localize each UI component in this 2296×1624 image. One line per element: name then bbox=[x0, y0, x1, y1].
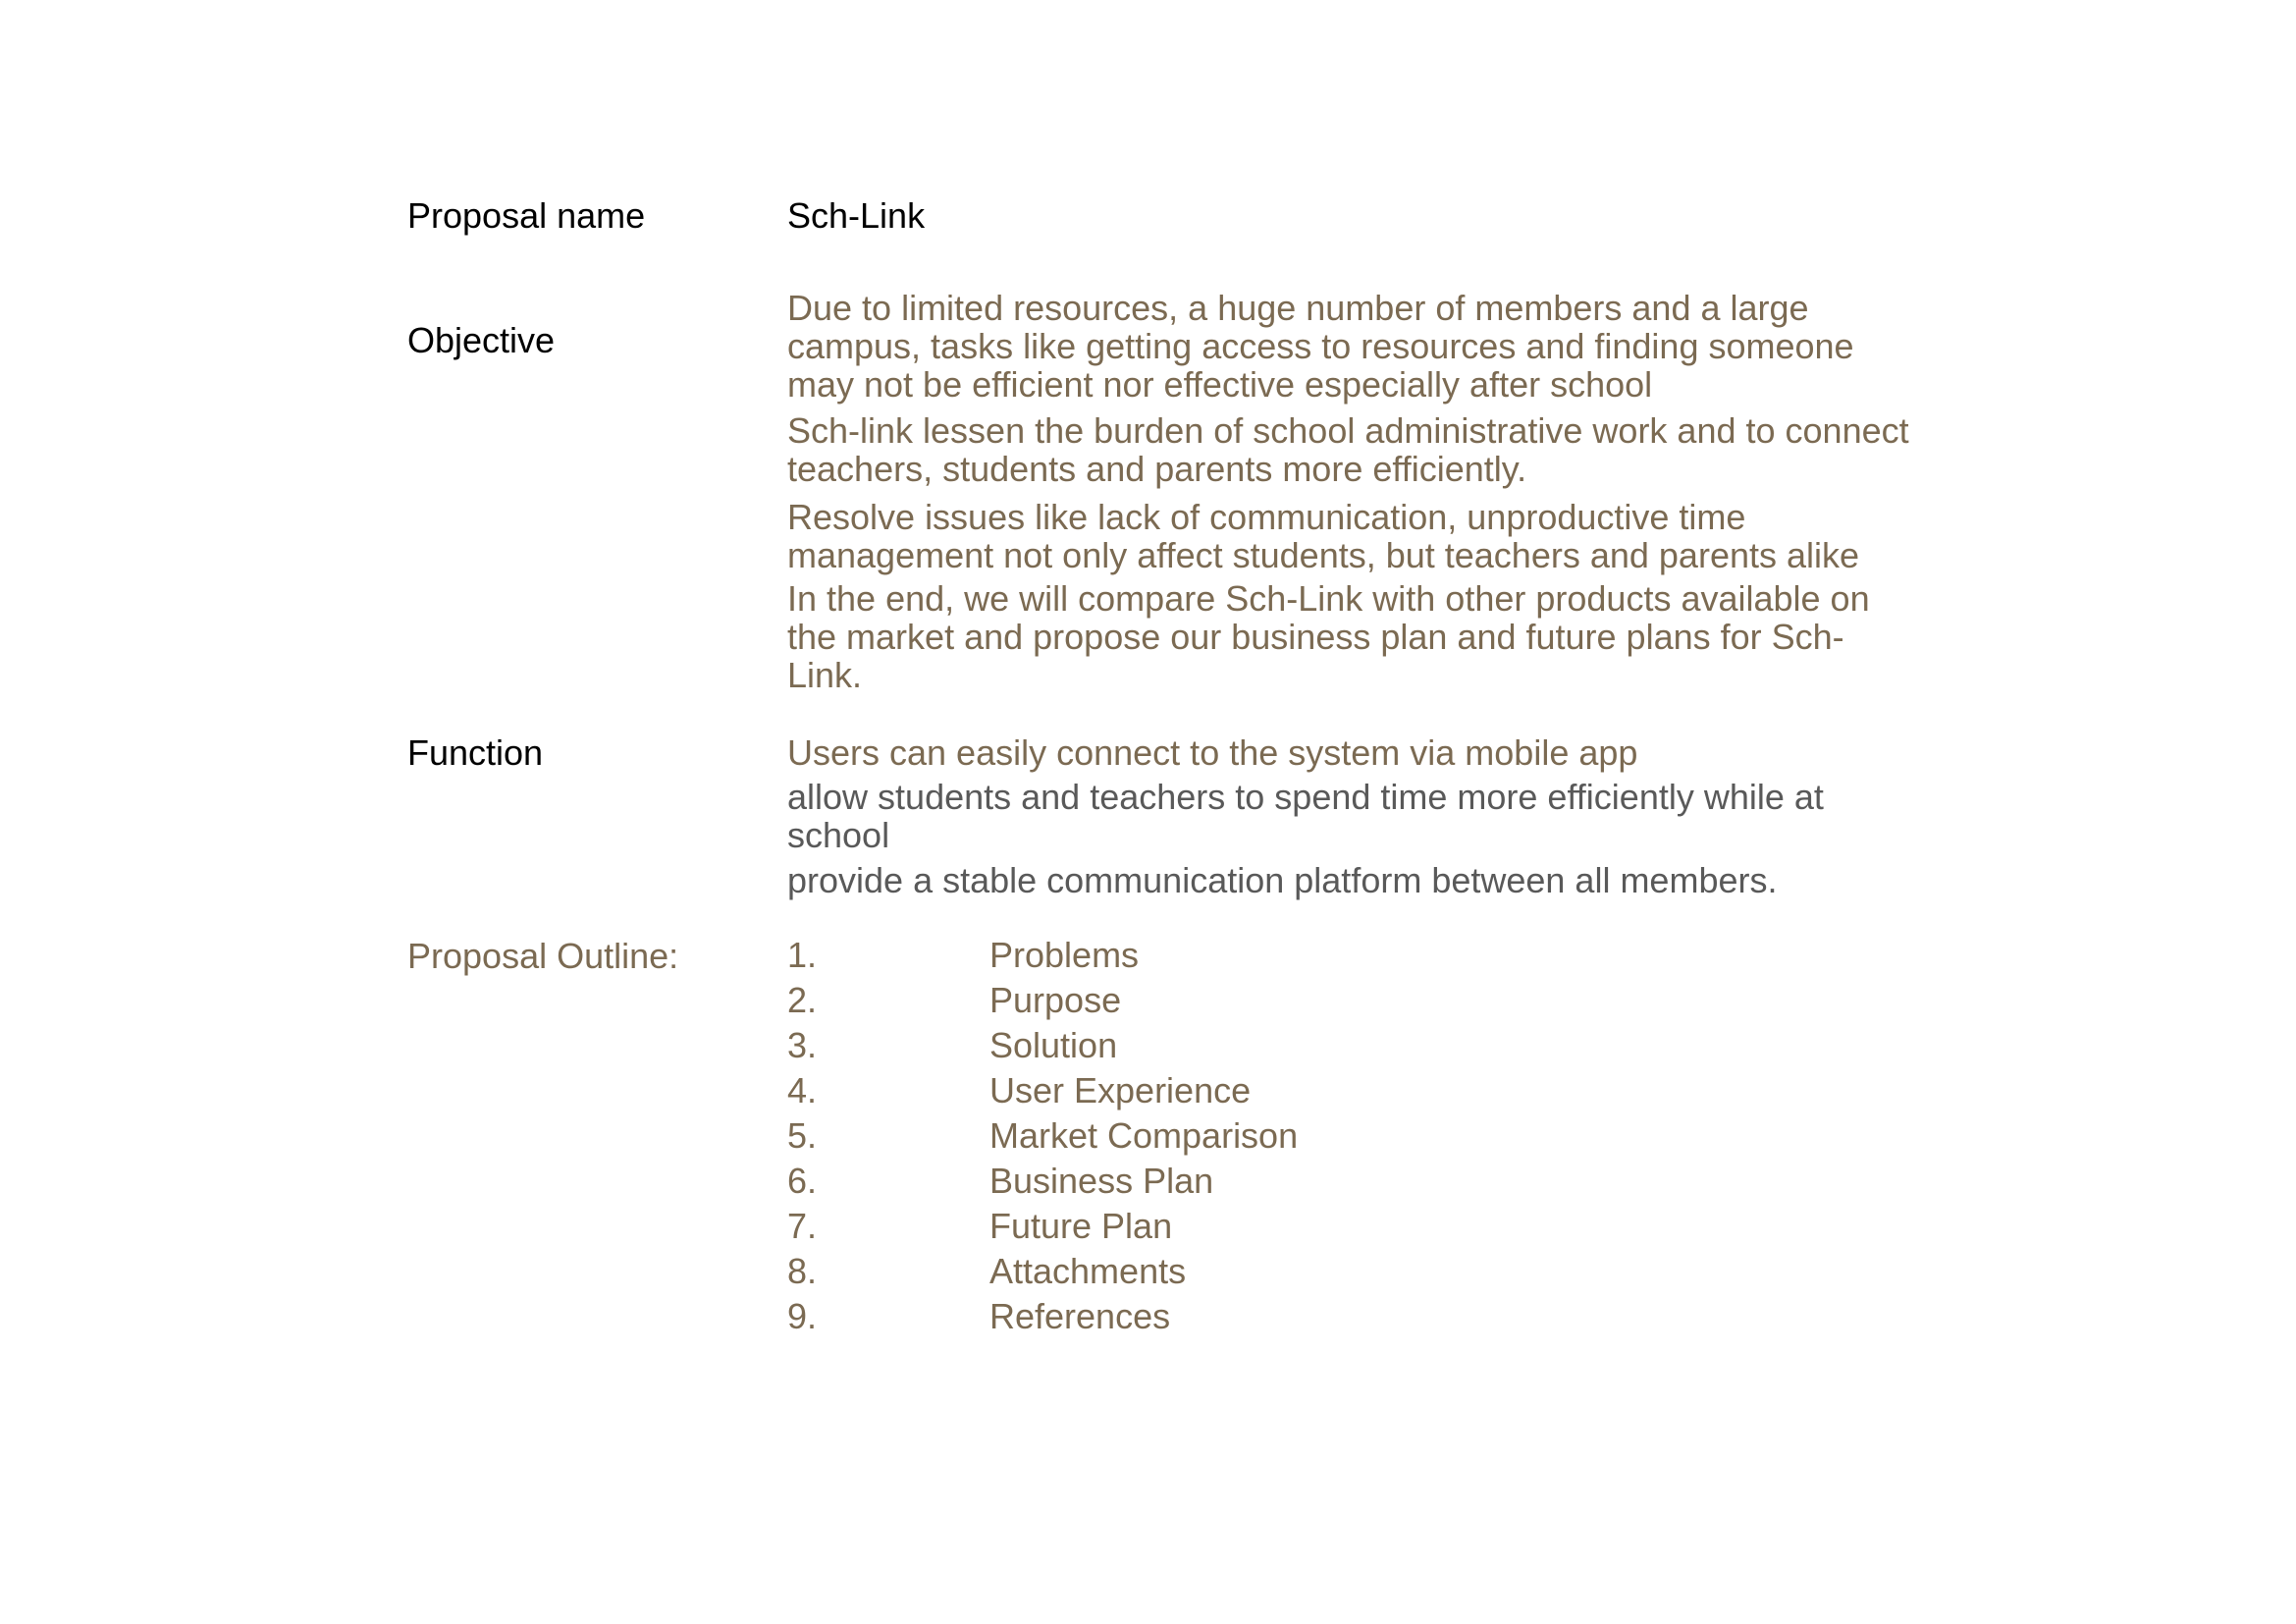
outline-item-label: User Experience bbox=[989, 1070, 1252, 1110]
field-label-proposal-outline: Proposal Outline: bbox=[407, 936, 679, 976]
text-line: management not only affect students, but teachers and parents alike bbox=[787, 535, 1860, 575]
outline-item-number: 8. bbox=[787, 1251, 818, 1291]
text-line: In the end, we will compare Sch-Link with other products available on bbox=[787, 578, 1870, 619]
objective-paragraph-4 bbox=[787, 579, 1896, 694]
objective-paragraph-1 bbox=[787, 289, 1896, 404]
outline-item-label: References bbox=[989, 1296, 1171, 1336]
text-line: may not be efficient nor effective especially after school bbox=[787, 364, 1653, 405]
outline-item bbox=[787, 978, 1298, 1023]
outline-item bbox=[787, 1113, 1298, 1159]
outline-item-label: Purpose bbox=[989, 980, 1122, 1020]
outline-item-label: Attachments bbox=[989, 1251, 1187, 1291]
field-value-proposal-name: Sch-Link bbox=[787, 195, 926, 236]
outline-item-label: Future Plan bbox=[989, 1206, 1173, 1246]
outline-item bbox=[787, 1068, 1298, 1113]
outline-item-label: Problems bbox=[989, 935, 1140, 975]
outline-item bbox=[787, 1249, 1298, 1294]
outline-item-number: 3. bbox=[787, 1025, 818, 1065]
outline-item-label: Market Comparison bbox=[989, 1115, 1299, 1156]
function-item-3 bbox=[787, 861, 1896, 899]
field-label-objective: Objective bbox=[407, 320, 556, 360]
field-label-function: Function bbox=[407, 732, 544, 773]
field-label-proposal-name: Proposal name bbox=[407, 195, 646, 236]
outline-item bbox=[787, 933, 1298, 978]
outline-item-number: 7. bbox=[787, 1206, 818, 1246]
text-line: campus, tasks like getting access to resources and finding someone bbox=[787, 326, 1854, 366]
outline-item-label: Solution bbox=[989, 1025, 1118, 1065]
outline-item bbox=[787, 1023, 1298, 1068]
objective-paragraph-2 bbox=[787, 410, 1909, 489]
function-item-1 bbox=[787, 733, 1896, 772]
text-line: Sch-link lessen the burden of school administrative work and to connect bbox=[787, 410, 1909, 451]
objective-paragraph-3 bbox=[787, 498, 1896, 574]
outline-item-number: 9. bbox=[787, 1296, 818, 1336]
text-line: Users can easily connect to the system via mobile app bbox=[787, 732, 1638, 773]
outline-item bbox=[787, 1159, 1298, 1204]
outline-list bbox=[787, 933, 1298, 1339]
text-line: the market and propose our business plan and future plans for Sch- bbox=[787, 617, 1844, 657]
text-line: Resolve issues like lack of communication, unproductive time bbox=[787, 497, 1746, 537]
outline-item-number: 5. bbox=[787, 1115, 818, 1156]
outline-item bbox=[787, 1204, 1298, 1249]
outline-item-label: Business Plan bbox=[989, 1161, 1214, 1201]
text-line: Link. bbox=[787, 655, 863, 695]
text-line: allow students and teachers to spend time more efficiently while at bbox=[787, 777, 1824, 817]
text-line: Due to limited resources, a huge number of members and a large bbox=[787, 288, 1809, 328]
text-line: teachers, students and parents more efficiently. bbox=[787, 449, 1527, 489]
outline-item-number: 1. bbox=[787, 935, 818, 975]
function-item-2 bbox=[787, 778, 1896, 854]
text-line: provide a stable communication platform between all members. bbox=[787, 860, 1778, 900]
outline-item-number: 6. bbox=[787, 1161, 818, 1201]
outline-item-number: 4. bbox=[787, 1070, 818, 1110]
text-line: school bbox=[787, 815, 890, 855]
outline-item bbox=[787, 1294, 1298, 1339]
outline-item-number: 2. bbox=[787, 980, 818, 1020]
